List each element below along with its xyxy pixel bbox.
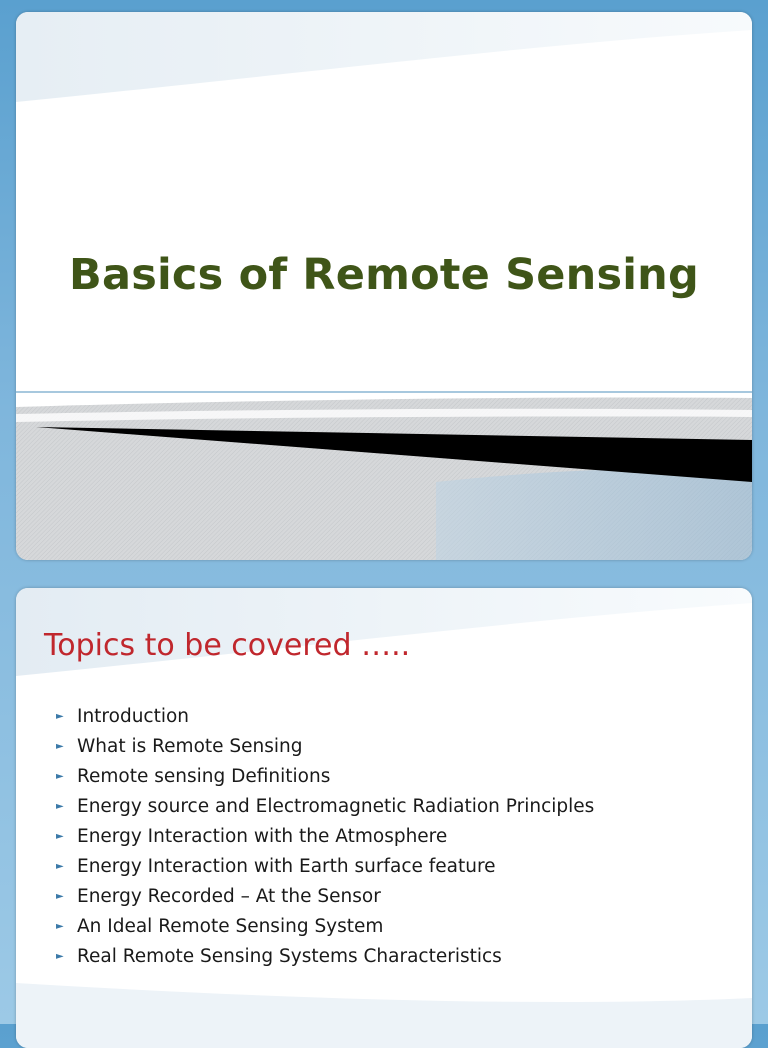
list-item-text: Energy Interaction with the Atmosphere [77,826,448,847]
triangle-right-icon: ► [56,951,64,962]
topics-slide [16,588,752,1048]
triangle-right-icon: ► [56,711,64,722]
list-item-text: An Ideal Remote Sensing System [77,916,384,937]
list-item [52,882,594,912]
triangle-right-icon: ► [56,831,64,842]
list-item-text: Energy Recorded – At the Sensor [77,886,381,907]
list-item-text: Energy source and Electromagnetic Radiation Principles [77,796,595,817]
list-item [52,732,594,762]
list-item [52,912,594,942]
topics-list [52,702,594,972]
list-item [52,702,594,732]
list-item-text: What is Remote Sensing [77,736,303,757]
list-item-text: Energy Interaction with Earth surface feature [77,856,496,877]
list-item-text: Introduction [77,706,190,727]
title-slide [16,12,752,560]
list-item-text: Real Remote Sensing Systems Characteristics [77,946,502,967]
triangle-right-icon: ► [56,741,64,752]
list-item [52,822,594,852]
list-item-text: Remote sensing Definitions [77,766,331,787]
triangle-right-icon: ► [56,891,64,902]
list-item [52,942,594,972]
slide-title: Basics of Remote Sensing [69,250,699,300]
triangle-right-icon: ► [56,801,64,812]
triangle-right-icon: ► [56,861,64,872]
slide-heading: Topics to be covered ….. [44,628,411,663]
list-item [52,792,594,822]
triangle-right-icon: ► [56,771,64,782]
list-item [52,852,594,882]
list-item [52,762,594,792]
triangle-right-icon: ► [56,921,64,932]
